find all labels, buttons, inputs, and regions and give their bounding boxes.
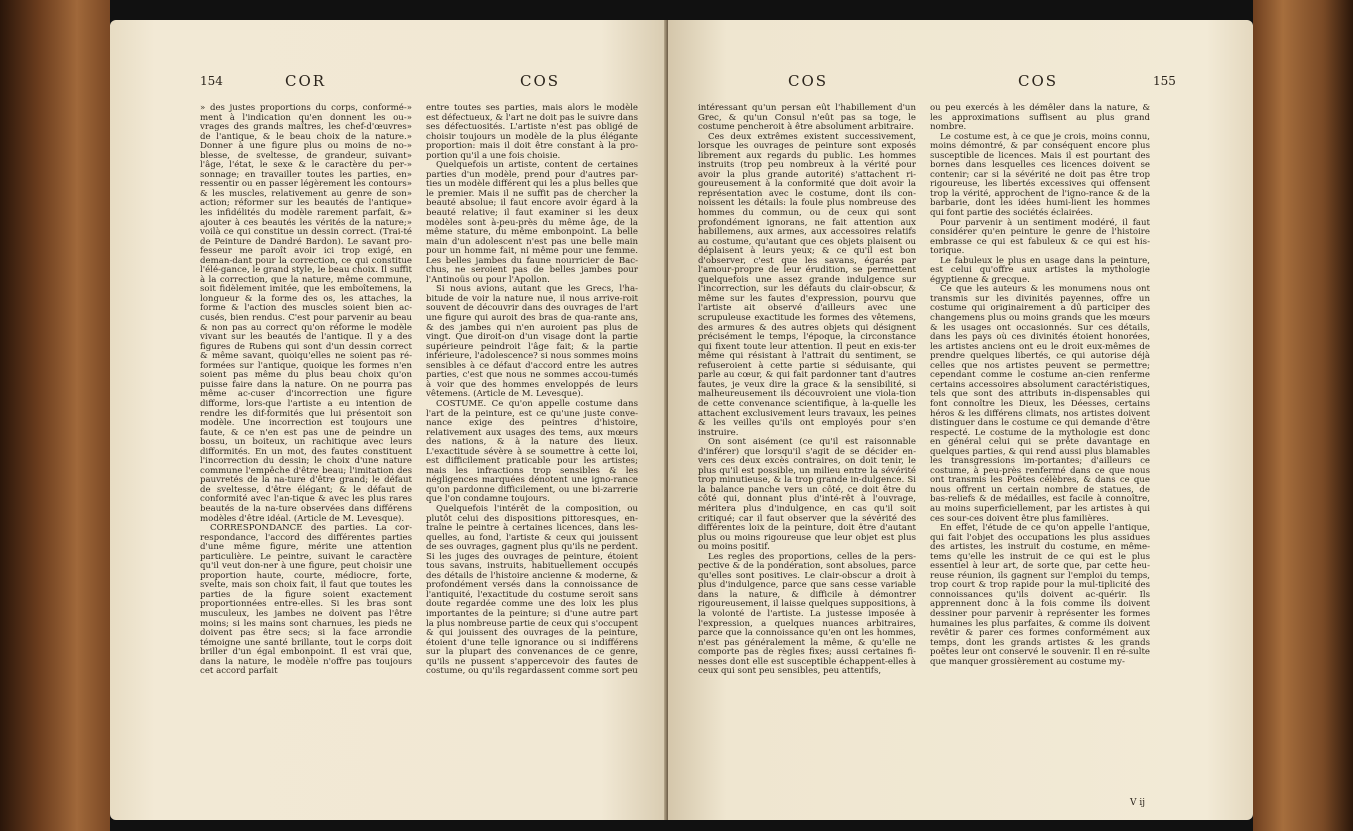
paragraph: Si nous avions, autant que les Grecs, l'ha-bitude de voir la nature nue, il nous arrive-roit souvent de découvrir dans des ouvrages de l'art une figure qui auroit des bras de qua-rante ans, & des jambes qui n'en auroient pas plus de vingt. Que diroit-on d'un visage dont la partie supérieure peindroit l'âge fait; & la partie inférieure, l'adolescence? si nous sommes moins sensibles à ce défaut d'accord entre les autres parties, c'est que nous ne sommes accou-tumés à voir que des hommes enveloppés de leurs vêtemens. (Article de M. Levesque). (426, 284, 638, 400)
paragraph: entre toutes ses parties, mais alors le modèle est défectueux, & l'art ne doit pas le suivre dans ses défectuosités. L'artiste n'est pas obligé de choisir toujours un modèle de la plus élégante proportion: mais il doit être constant à la pro-portion qu'il a une fois choisie. (426, 103, 638, 161)
paragraph: CORRESPONDANCE des parties. La cor-respondance, l'accord des différentes parties d'une même figure, mérite une attention particulière. Le peintre, suivant le caractère qu'il veut don-ner à une figure, peut choisir une proportion haute, courte, médiocre, forte, svelte, mais son choix fait, il faut que toutes les parties de la figure soient exactement proportionnées entre-elles. Si les bras sont musculeux, les jambes ne doivent pas l'être moins; si les mains sont charnues, les pieds ne doivent pas être secs; si la face arrondie témoigne une santé brillante, tout le corps doit briller d'un égal embonpoint. Il est vrai que, dans la nature, le modèle n'offre pas toujours cet accord parfait (200, 523, 412, 677)
text-column-right-1 (698, 104, 916, 677)
text-column-right-2 (930, 104, 1150, 667)
right-page (668, 20, 1253, 820)
signature-mark: V ij (1130, 798, 1146, 808)
running-head-right-1: COS (788, 72, 829, 90)
paragraph: Quelquefois l'intérêt de la composition, ou plutôt celui des dispositions pittoresques, en-traîne le peintre à certaines licences, dans les-quelles, au fond, l'artiste & ceux qui jouissent de ses ouvrages, gagnent plus qu'ils ne perdent. Si les juges des ouvrages de peinture, étoient tous savans, instruits, habituellement occupés des détails de l'histoire ancienne & moderne, & profondément versés dans la connoissance de l'antiquité, l'exactitude du costume seroit sans doute regardée comme une des loix les plus importantes de la peinture; si d'une autre part la plus nombreuse partie de ceux qui s'occupent & qui jouissent des ouvrages de la peinture, étoient d'une telle ignorance ou si indifférens sur la plupart des convenances de ce genre, qu'ils ne pussent s'appercevoir des fautes de costume, ou qu'ils regardassent comme sort peu (426, 503, 638, 677)
paragraph: » des justes proportions du corps, conformé-» ment à l'indication qu'en donnent les ou-» vrages des grands maîtres, les chef-d'œuvres» de l'antique, & le beau choix de la nature.» Donner à une figure plus ou moins de no-» blesse, de sveltesse, de grandeur, suivant» l'âge, l'état, le sexe & le caractère du per-» sonnage; en travailler toutes les parties, en» ressentir ou en passer légèrement les contours» & les muscles, relativement au genre de son» action; réformer sur les beautés de l'antique» les infidélités du modèle rarement parfait, &» ajouter à ces beautés les vérités de la nature;» voilà ce qui constitue un dessin correct. (Trai-té de Peinture de Dandré Bardon). Le savant pro-fesseur me paroît avoir ici trop exigé, en deman-dant pour la correction, ce qui constitue l'élé-gance, le grand style, le beau choix. Il suffit à la correction, que la nature, même commune, soit fidèlement imitée, que les emboîtemens, la longueur & la forme des os, les attaches, la forme & l'action des muscles soient bien ac-cusés, bien rendus. C'est pour parvenir au beau & non pas au correct qu'on réforme le modèle vivant sur les beautés de l'antique. Il y a des figures de Rubens qui sont d'un dessin correct & même savant, quoiqu'elles ne soient pas ré-formées sur l'antique, quoique les formes n'en soient pas même du plus beau choix qu'on puisse faire dans la nature. On ne pourra pas même ac-cuser d'incorrection une figure difforme, lors-que l'artiste a eu intention de rendre les dif-formités que lui présentoit son modèle. Une incorrection est toujours une faute, & ce n'en est pas une de peindre un bossu, un boiteux, un rachitique avec leurs difformités. En un mot, des fautes constituent l'incorrection du dessin; le choix d'une nature commune l'empêche d'être beau; l'imitation des pauvretés de la na-ture d'être grand; le défaut de sveltesse, d'être élégant; & le défaut de conformité avec l'an-tique & avec les plus rares beautés de la na-ture observées dans différens modèles d'être idéal. (Article de M. Levesque). (200, 103, 412, 524)
paragraph: Le costume est, à ce que je crois, moins connu, moins démontré, & par conséquent encore plus susceptible de licences. Mais il est pourtant des bornes dans lesquelles ces licences doivent se contenir; car si la sévérité ne doit pas être trop rigoureuse, les libertés excessives qui offensent trop la vérité, approchent de l'igno-rance & de la barbarie, dont les idées humi-lient les hommes qui font partie des sociétés éclairées. (930, 131, 1150, 219)
paragraph: COSTUME. Ce qu'on appelle costume dans l'art de la peinture, est ce qu'une juste conve-nance exige des peintres d'histoire, relativement aux usages des tems, aux mœurs des nations, & à la nature des lieux. L'exactitude sévère à se soumettre à cette loi, est difficilement praticable pour les artistes; mais les infractions trop sensibles & les négligences marquées dénotent une igno-rance qu'on pardonne difficilement, ou une bi-zarrerie que l'on condamne toujours. (426, 398, 638, 505)
paragraph: Pour parvenir à un sentiment modéré, il faut considérer qu'en peinture le genre de l'histoire embrasse ce qui est fabuleux & ce qui est his-torique. (930, 217, 1150, 257)
text-column-left-2 (426, 104, 638, 677)
paragraph: Les regles des proportions, celles de la pers-pective & de la pondération, sont absolues, parce qu'elles sont positives. Le clair-obscur a droit à plus d'indulgence, parce que sans cesse variable dans la nature, & difficile à démontrer rigoureusement, il laisse quelques suppositions, à la volonté de l'artiste. La justesse imposée à l'expression, a quelques nuances arbitraires, parce que la connoissance qu'en ont les hommes, n'est pas généralement la même, & qu'elle ne comporte pas de règles fixes; aussi certaines fi-nesses dont elle est susceptible échappent-elles à ceux qui sont peu sensibles, peu attentifs, (698, 551, 916, 677)
page-number-right: 155 (1153, 74, 1176, 88)
running-head-right-2: COS (1018, 72, 1059, 90)
paragraph: Quelquefois un artiste, content de certaines parties d'un modèle, prend pour d'autres par-ties un modèle différent qui les a plus belles que le premier. Mais il ne suffit pas de chercher la beauté absolue; il faut encore avoir égard à la beauté relative; il faut examiner si les deux modèles sont à-peu-près du même âge, de la même stature, du même embonpoint. La belle main d'un adolescent n'est pas une belle main pour un homme fait, ni même pour une femme. Les belles jambes du faune nourricier de Bac-chus, ne seroient pas de belles jambes pour l'Antinoüs ou pour l'Apollon. (426, 160, 638, 285)
paragraph: Ce que les auteurs & les monumens nous ont transmis sur les divinités payennes, offre un costume qui originairement a dû participer des changemens plus ou moins grands que les mœurs & les usages ont occasionnés. Sur ces détails, dans les pays où ces divinités étoient honorées, les artistes anciens ont eu le droit eux-mêmes de prendre quelques libertés, ce qui autorise déjà celles que nos artistes peuvent se permettre; cependant comme le costume an-cien renferme certains accessoires absolument caractéristiques, tels que sont des attributs in-dispensables qui font connoître les Dieux, les Déesses, certains héros & les différens climats, nos artistes doivent distinguer dans le costume ce qui demande d'être respecté. Le costume de la mythologie est donc en général celui qui se prête davantage en quelques parties, & qui rend aussi plus blamables les transgressions im-portantes; d'ailleurs ce costume, à peu-près renfermé dans ce que nous ont transmis les Poëtes célèbres, & dans ce que nous offrent un certain nombre de statues, de bas-reliefs & de médailles, est facile à connoître, au moins superficiellement, par les artistes à qui ces sour-ces doivent être plus familières. (930, 284, 1150, 524)
paragraph: On sont aisément (ce qu'il est raisonnable d'inférer) que lorsqu'il s'agit de se décider en-vers ces deux excès contraires, on doit tenir, le plus qu'il est possible, un milieu entre la sévérité trop minutieuse, & la trop grande in-dulgence. Si la balance panche vers un côté, ce doit être du côté qui, donnant plus d'inté-rêt à l'ouvrage, méritera plus d'indulgence, en cas qu'il soit critiqué; car il faut observer que la sévérité des différentes loix de la peinture, doit être d'autant plus ou moins rigoureuse que leur objet est plus ou moins positif. (698, 437, 916, 553)
paragraph: intéressant qu'un persan eût l'habillement d'un Grec, & qu'un Consul n'eût pas sa toge, le costume pencheroit à être absolument arbitraire. (698, 103, 916, 133)
paragraph: Le fabuleux le plus en usage dans la peinture, est celui qu'offre aux artistes la mythologie égyptienne & grecque. (930, 255, 1150, 285)
left-page (110, 20, 668, 820)
page-number-left: 154 (200, 74, 223, 88)
text-column-left-1 (200, 104, 412, 677)
running-head-left-1: COR (285, 72, 327, 90)
running-head-left-2: COS (520, 72, 561, 90)
book-binding-right (1253, 0, 1353, 831)
paragraph: Ces deux extrêmes existent successivement, lorsque les ouvrages de peinture sont exposés librement aux regards du public. Les hommes instruits (trop peu nombreux à la vérité pour avoir la plus grande autorité) s'attachent ri-goureusement à la conformité que doit avoir la représentation avec le costume, dont ils con-noissent les détails: la foule plus nombreuse des hommes du commun, ou de ceux qui sont profondément ignorans, ne fait attention aux habillemens, aux armes, aux accessoires relatifs au costume, qu'autant que ces objets plaisent ou déplaisent à leurs yeux; & ce qu'il est bon d'observer, c'est que les savans, égarés par l'amour-propre de leur érudition, se permettent quelquefois une assez grande indulgence sur l'incorrection, sur les défauts du clair-obscur, & même sur les fautes d'expression, pourvu que l'artiste ait observé d'ailleurs avec une scrupuleuse exactitude les formes des vêtemens, des armures & des autres objets qui désignent précisément le temps, l'époque, la circonstance qui fixent toute leur attention. Il peut en exis-ter même qui résistant à l'attrait du sentiment, se refuseroient à cette partie si séduisante, qui parle au cœur, & qui fait pardonner tant d'autres fautes, je veux dire la grace & la sensibilité, si malheureusement ils découvroient une viola-tion de cette convenance scientifique, à la-quelle les attachent exclusivement leurs travaux, les peines & les veilles qu'ils ont employés pour s'en instruire. (698, 131, 916, 438)
paragraph: ou peu exercés à les démêler dans la nature, & les approximations suffisent au plus grand nombre. (930, 103, 1150, 133)
paragraph: En effet, l'étude de ce qu'on appelle l'antique, qui fait l'objet des occupations les plus assidues des artistes, les instruit du costume, en même-tems qu'elle les instruit de ce qui est le plus essentiel à leur art, de sorte que, par cette heu-reuse réunion, ils gagnent sur l'emploi du temps, trop court & trop rapide pour la mul-tiplicité des connoissances qu'ils doivent ac-quérir. Ils apprennent donc à la fois comme ils doivent dessiner pour parvenir à représenter les formes humaines les plus parfaites, & comme ils doivent revêtir & parer ces formes conformément aux temps, dont les grands artistes & les grands poëtes leur ont conservé le souvenir. Il en ré-sulte que manquer grossièrement au costume my- (930, 523, 1150, 667)
book-binding-left (0, 0, 110, 831)
